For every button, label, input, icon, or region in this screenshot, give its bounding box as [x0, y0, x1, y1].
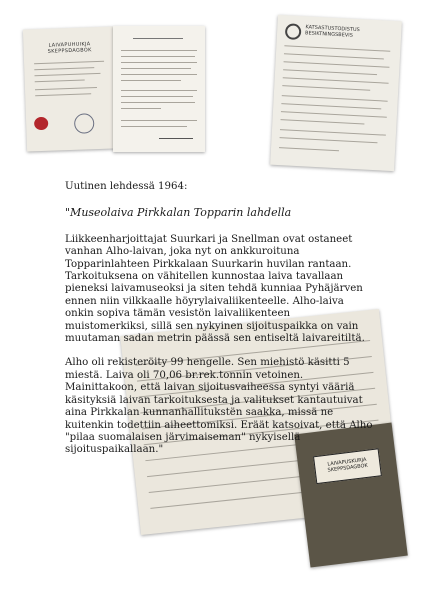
article-headline: "Museolaiva Pirkkalan Topparin lahdella	[65, 206, 292, 220]
article-paragraph-2: Alho oli rekisteröity 99 hengelle. Sen miehistö käsitti 5 miestä. Laiva oli 70,06 br.rek.tonnin vetoinen. Mainittakoon, että laivan sijoitusvaiheessa syntyi vääriä käsityksiä laivan tarkoituksesta ja valitukset kantautuivat aina Pirkkalan kunnanhallitukstën saakka, missä ne kuitenkin todettiin aiheettomiksi. Eräät katsoivat, että Alho "pilaa suomalaisen järvimaiseman" nykyisellä sijoituspaikallaan."	[65, 357, 373, 456]
wax-seal-icon	[34, 117, 48, 130]
photo-certificate	[23, 26, 117, 151]
article	[65, 181, 375, 457]
article-paragraph-1: Liikkeenharjoittajat Suurkari ja Snellman ovat ostaneet vanhan Alho-laivan, joka nyt on ankkuroituna Topparinlahteen Pirkkalaan Suurkarin huvilan rantaan. Tarkoituksena on vähitellen kunnostaa laiva tavallaan pieneksi laivamuseoksi ja siten tehdä kunniaa Pyhäjärven ennen niin vilkkaalle höyrylaivaliikenteelle. Alho-laiva onkin sopiva tämän vesistön laivaliikenteen muistomerkiksi, sillä sen nykyinen sijoituspaikka on vain muutaman sadan metrin päässä sen entiseltä laivareitiltä.	[65, 233, 365, 345]
photo-inspection-certificate	[270, 15, 402, 171]
register-title: LAIVAPUSKURJA SKEPPSDAGBOK	[327, 456, 369, 474]
inspection-title: KATSASTUSTODISTUS BESIKTNINGSBEVIS	[304, 24, 360, 39]
stamp-icon	[74, 113, 95, 134]
ship-wheel-icon	[285, 23, 302, 40]
article-dateline: Uutinen lehdessä 1964:	[65, 181, 188, 192]
photo-letter	[113, 26, 205, 152]
certificate-title: LAIVAPUHUIKJA SKEPPSDAGBOK	[47, 41, 92, 55]
